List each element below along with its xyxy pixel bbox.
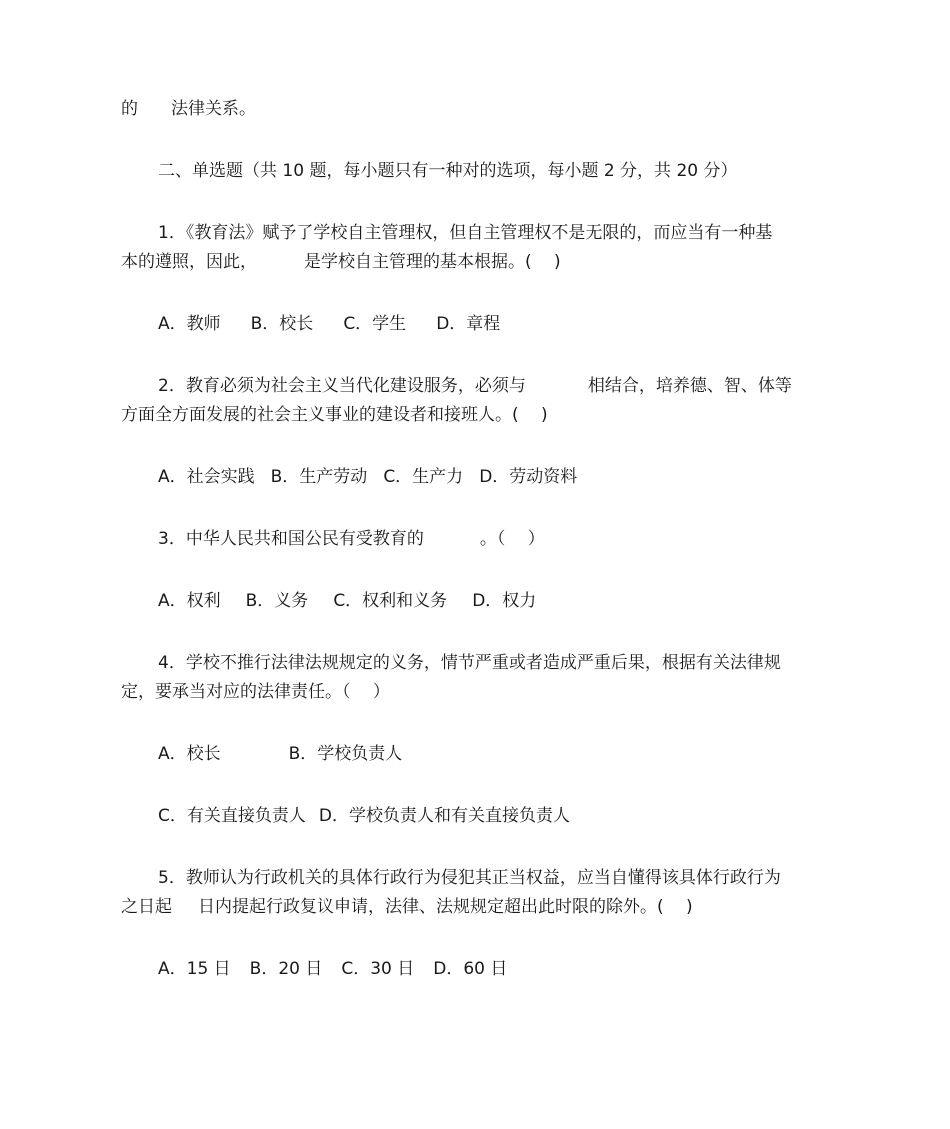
option-b: B．校长 xyxy=(250,314,314,334)
question-1-line-1: 1．《教育法》赋予了学校自主管理权，但自主管理权不是无限的，而应当有一种基 xyxy=(158,223,773,243)
question-4-line-1: 4．学校不推行法律法规规定的义务，情节严重或者造成严重后果，根据有关法律规 xyxy=(158,653,781,673)
question-5-options xyxy=(158,955,833,984)
question-1-line-2-prefix: 本的遵照，因此， xyxy=(121,252,257,272)
continuation-suffix: 法律关系。 xyxy=(171,99,256,119)
question-3-line-1 xyxy=(158,525,833,554)
question-3-line-1-prefix: 3．中华人民共和国公民有受教育的 xyxy=(158,529,424,549)
section-heading: 二、单选题（共 10 题，每小题只有一种对的选项，每小题 2 分，共 20 分） xyxy=(158,161,738,181)
option-d: D．60 日 xyxy=(433,959,508,979)
question-3-line-1-suffix: 。（ ） xyxy=(479,529,545,549)
question-1-line-2-suffix: 是学校自主管理的基本根据。( ) xyxy=(304,252,561,272)
option-d: D．劳动资料 xyxy=(479,467,578,487)
question-2-line-1 xyxy=(158,372,833,401)
option-b: B．义务 xyxy=(245,591,309,611)
option-a: A．校长 xyxy=(158,744,221,764)
option-a: A．社会实践 xyxy=(158,467,255,487)
option-b: B．生产劳动 xyxy=(270,467,368,487)
question-2-line-2: 方面全方面发展的社会主义事业的建设者和接班人。( ) xyxy=(121,405,548,425)
question-1-options xyxy=(158,310,833,339)
continuation-line xyxy=(121,95,833,124)
question-2-options xyxy=(158,463,833,492)
question-2-line-1-prefix: 2．教育必须为社会主义当代化建设服务，必须与 xyxy=(158,376,526,396)
question-5-line-2 xyxy=(121,893,833,922)
question-4-line-2: 定，要承当对应的法律责任。（ ） xyxy=(121,682,390,702)
option-c: C．30 日 xyxy=(341,959,415,979)
question-4-options-row-2 xyxy=(158,802,833,831)
option-a: A．15 日 xyxy=(158,959,231,979)
option-b: B．20 日 xyxy=(249,959,323,979)
question-5-line-2-suffix: 日内提起行政复议申请，法律、法规规定超出此时限的除外。( ) xyxy=(198,897,693,917)
option-a: A．教师 xyxy=(158,314,221,334)
option-c: C．权利和义务 xyxy=(333,591,448,611)
question-3-options xyxy=(158,587,833,616)
question-5-line-2-prefix: 之日起 xyxy=(121,897,172,917)
option-c: C．有关直接负责人 xyxy=(158,806,306,826)
option-c: C．学生 xyxy=(343,314,407,334)
question-4-options-row-1 xyxy=(158,740,833,769)
option-a: A．权利 xyxy=(158,591,221,611)
option-d: D．章程 xyxy=(436,314,501,334)
option-c: C．生产力 xyxy=(383,467,464,487)
continuation-prefix: 的 xyxy=(121,99,138,119)
question-1-line-2 xyxy=(121,248,833,277)
question-2-line-1-suffix: 相结合，培养德、智、体等 xyxy=(587,376,792,396)
option-b: B．学校负责人 xyxy=(288,744,403,764)
question-5-line-1: 5．教师认为行政机关的具体行政行为侵犯其正当权益，应当自懂得该具体行政行为 xyxy=(158,868,781,888)
option-d: D．学校负责人和有关直接负责人 xyxy=(318,806,570,826)
option-d: D．权力 xyxy=(472,591,537,611)
